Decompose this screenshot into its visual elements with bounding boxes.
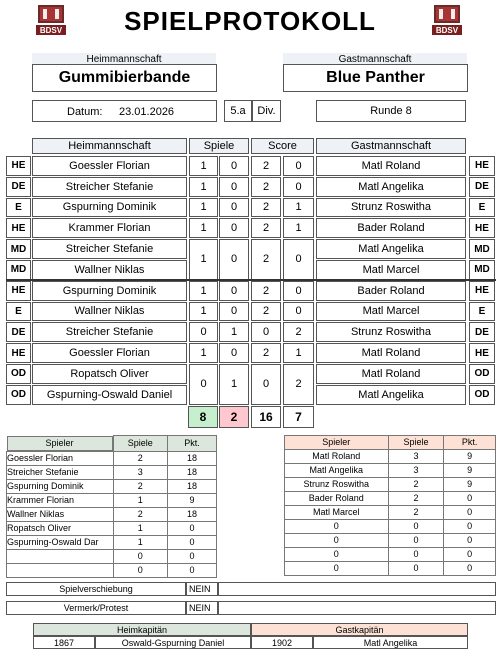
score-p2: 1 (283, 198, 314, 218)
stats-games: 1 (113, 521, 167, 535)
stats-games: 0 (388, 562, 444, 576)
bdsv-logo-left (34, 3, 68, 37)
stats-games: 0 (388, 548, 444, 562)
stats-player: Ropatsch Oliver (7, 521, 114, 535)
score-s2: 0 (219, 343, 249, 363)
stats-games: 2 (113, 507, 167, 521)
game-type-right: DE (469, 322, 495, 342)
col-away: Gastmannschaft (316, 138, 466, 154)
home-team-name: Gummibierbande (32, 64, 217, 92)
stats-player: 0 (285, 534, 389, 548)
stats-row (285, 450, 496, 464)
stats-row (7, 507, 217, 521)
score-s2: 1 (219, 322, 249, 342)
game-type-left: HE (6, 156, 31, 176)
stats-games: 2 (388, 478, 444, 492)
protest-value: NEIN (186, 601, 218, 615)
game-type-right: HE (469, 218, 495, 238)
game-type-right: E (469, 198, 495, 218)
col-score: Score (251, 138, 314, 154)
stats-points: 18 (167, 507, 216, 521)
score-s1: 1 (189, 156, 218, 176)
stats-player: Strunz Roswitha (285, 478, 389, 492)
away-player: Bader Roland (316, 218, 466, 238)
home-team-label: Heimmannschaft (32, 53, 216, 65)
stats-points: 0 (444, 506, 496, 520)
stats-player: 0 (285, 562, 389, 576)
stats-points: 0 (167, 549, 216, 563)
game-type-right: HE (469, 156, 495, 176)
score-s2: 0 (219, 302, 249, 322)
stats-games: 3 (113, 465, 167, 479)
stats-points: 0 (444, 534, 496, 548)
score-p1: 2 (251, 302, 281, 322)
date-value: 23.01.2026 (119, 106, 175, 118)
home-player: Goessler Florian (32, 156, 187, 176)
stats-games: 2 (113, 451, 167, 465)
stats-row (285, 478, 496, 492)
game-type-right: HE (469, 343, 495, 363)
away-player: Matl Roland (316, 364, 466, 384)
stats-points: 0 (167, 535, 216, 549)
score-s1: 0 (189, 364, 218, 405)
score-s1: 1 (189, 198, 218, 218)
total-away-sets: 2 (219, 406, 249, 428)
stats-games: 1 (113, 535, 167, 549)
score-p2: 0 (283, 177, 314, 197)
home-player: Streicher Stefanie (32, 177, 187, 197)
stats-row (7, 465, 217, 479)
col-sets: Spiele (189, 138, 249, 154)
stats-player: Matl Roland (285, 450, 389, 464)
game-type-right: OD (469, 364, 495, 384)
stats-row (285, 534, 496, 548)
game-type-right: E (469, 302, 495, 322)
score-s1: 1 (189, 218, 218, 238)
home-player: Gspurning Dominik (32, 281, 187, 301)
away-player: Strunz Roswitha (316, 198, 466, 218)
stats-points: 9 (444, 478, 496, 492)
stats-points: 18 (167, 465, 216, 479)
protest-label: Vermerk/Protest (6, 601, 186, 615)
date-box (32, 100, 217, 122)
stats-games: 1 (113, 493, 167, 507)
game-type-left: OD (6, 364, 31, 384)
stats-player: Streicher Stefanie (7, 465, 114, 479)
logo-text: BDSV (435, 25, 459, 35)
game-type-left: E (6, 302, 31, 322)
home-player: Streicher Stefanie (32, 322, 187, 342)
stats-games: 3 (388, 464, 444, 478)
stats-player: Gspurning-Oswald Dar (7, 535, 114, 549)
score-s2: 0 (219, 177, 249, 197)
score-s2: 0 (219, 218, 249, 238)
stats-player: Bader Roland (285, 492, 389, 506)
shift-notes[interactable] (218, 582, 496, 596)
home-captain-id: 1867 (33, 636, 95, 649)
score-p2: 1 (283, 218, 314, 238)
stats-row (285, 464, 496, 478)
stats-games: 3 (388, 450, 444, 464)
game-type-right: MD (469, 239, 495, 259)
stats-player (7, 549, 114, 563)
stats-row (7, 563, 217, 577)
stats-games: 0 (388, 520, 444, 534)
logo-text: BDSV (39, 25, 63, 35)
stats-player: Matl Angelika (285, 464, 389, 478)
stats-row (7, 493, 217, 507)
away-player: Matl Angelika (316, 177, 466, 197)
stats-games: 0 (388, 534, 444, 548)
stats-row (7, 479, 217, 493)
away-player: Matl Angelika (316, 239, 466, 259)
score-s2: 0 (219, 156, 249, 176)
stats-header-points: Pkt. (444, 436, 496, 450)
away-captain-id: 1902 (251, 636, 313, 649)
stats-games: 0 (113, 563, 167, 577)
score-s1: 0 (189, 322, 218, 342)
score-p2: 0 (283, 239, 314, 280)
home-stats-table (6, 435, 217, 578)
division-label: Div. (252, 100, 281, 122)
score-p1: 2 (251, 343, 281, 363)
away-stats-table (284, 435, 496, 576)
home-captain-label: Heimkapitän (33, 623, 251, 636)
stats-player: Gspurning Dominik (7, 479, 114, 493)
score-p2: 0 (283, 281, 314, 301)
total-home-sets: 8 (188, 406, 218, 428)
stats-points: 0 (444, 562, 496, 576)
score-p1: 2 (251, 156, 281, 176)
away-player: Matl Roland (316, 343, 466, 363)
stats-header-games: Spiele (113, 436, 167, 452)
game-type-left: DE (6, 177, 31, 197)
away-captain-name: Matl Angelika (313, 636, 468, 649)
home-player: Ropatsch Oliver (32, 364, 187, 384)
stats-header-points: Pkt. (167, 436, 216, 452)
stats-row (285, 492, 496, 506)
score-p1: 2 (251, 218, 281, 238)
away-team-label: Gastmannschaft (283, 53, 467, 65)
total-home-points: 16 (251, 406, 281, 428)
score-p1: 2 (251, 177, 281, 197)
score-s2: 0 (219, 198, 249, 218)
home-player: Gspurning-Oswald Daniel (32, 385, 187, 405)
stats-header-player: Spieler (285, 436, 389, 450)
home-captain-name: Oswald-Gspurning Daniel (95, 636, 251, 649)
stats-player: Krammer Florian (7, 493, 114, 507)
protest-notes[interactable] (218, 601, 496, 615)
score-s2: 0 (219, 281, 249, 301)
stats-row (7, 521, 217, 535)
score-s2: 1 (219, 364, 249, 405)
game-type-left: DE (6, 322, 31, 342)
home-player: Goessler Florian (32, 343, 187, 363)
stats-games: 2 (388, 492, 444, 506)
game-type-right: MD (469, 260, 495, 280)
score-p1: 2 (251, 239, 281, 280)
stats-points: 9 (167, 493, 216, 507)
shift-value: NEIN (186, 582, 218, 596)
stats-points: 0 (167, 521, 216, 535)
home-player: Wallner Niklas (32, 302, 187, 322)
date-label: Datum: (67, 106, 103, 118)
home-player: Gspurning Dominik (32, 198, 187, 218)
home-player: Krammer Florian (32, 218, 187, 238)
stats-points: 9 (444, 464, 496, 478)
away-player: Matl Angelika (316, 385, 466, 405)
stats-row (285, 548, 496, 562)
stats-row (7, 451, 217, 465)
bdsv-logo-right (430, 3, 464, 37)
score-p2: 2 (283, 364, 314, 405)
score-p2: 1 (283, 343, 314, 363)
score-p1: 2 (251, 281, 281, 301)
stats-row (285, 562, 496, 576)
game-type-left: HE (6, 218, 31, 238)
score-s1: 1 (189, 343, 218, 363)
away-player: Matl Roland (316, 156, 466, 176)
stats-points: 18 (167, 479, 216, 493)
score-p1: 2 (251, 198, 281, 218)
home-player: Streicher Stefanie (32, 239, 187, 259)
game-type-left: E (6, 198, 31, 218)
game-type-right: DE (469, 177, 495, 197)
col-home: Heimmannschaft (32, 138, 187, 154)
score-s1: 1 (189, 177, 218, 197)
stats-player (7, 563, 114, 577)
stats-player: 0 (285, 520, 389, 534)
stats-header-games: Spiele (388, 436, 444, 450)
stats-row (7, 549, 217, 563)
stats-points: 0 (444, 492, 496, 506)
stats-points: 18 (167, 451, 216, 465)
away-player: Matl Marcel (316, 302, 466, 322)
shift-label: Spielverschiebung (6, 582, 186, 596)
game-type-left: HE (6, 281, 31, 301)
stats-points: 0 (444, 520, 496, 534)
game-type-right: OD (469, 385, 495, 405)
stats-games: 2 (113, 479, 167, 493)
score-p2: 0 (283, 156, 314, 176)
away-team-name: Blue Panther (283, 64, 468, 92)
home-player: Wallner Niklas (32, 260, 187, 280)
game-type-left: OD (6, 385, 31, 405)
stats-player: Matl Marcel (285, 506, 389, 520)
game-type-left: HE (6, 343, 31, 363)
division-number: 5.a (224, 100, 252, 122)
stats-points: 0 (444, 548, 496, 562)
stats-player: 0 (285, 548, 389, 562)
score-p2: 2 (283, 322, 314, 342)
score-p1: 0 (251, 364, 281, 405)
stats-row (285, 520, 496, 534)
score-s1: 1 (189, 302, 218, 322)
game-type-left: MD (6, 239, 31, 259)
total-away-points: 7 (283, 406, 314, 428)
score-s1: 1 (189, 239, 218, 280)
stats-games: 0 (113, 549, 167, 563)
section-divider (6, 279, 496, 281)
page-title: SPIELPROTOKOLL (124, 5, 376, 36)
stats-games: 2 (388, 506, 444, 520)
score-p1: 0 (251, 322, 281, 342)
score-s2: 0 (219, 239, 249, 280)
score-s1: 1 (189, 281, 218, 301)
stats-row (7, 535, 217, 549)
stats-points: 0 (167, 563, 216, 577)
away-captain-label: Gastkapitän (251, 623, 468, 636)
game-type-left: MD (6, 260, 31, 280)
stats-points: 9 (444, 450, 496, 464)
score-p2: 0 (283, 302, 314, 322)
away-player: Bader Roland (316, 281, 466, 301)
away-player: Strunz Roswitha (316, 322, 466, 342)
away-player: Matl Marcel (316, 260, 466, 280)
stats-header-player: Spieler (7, 436, 113, 451)
stats-player: Wallner Niklas (7, 507, 114, 521)
stats-player: Goessler Florian (7, 451, 114, 465)
stats-row (285, 506, 496, 520)
round: Runde 8 (316, 100, 466, 122)
game-type-right: HE (469, 281, 495, 301)
